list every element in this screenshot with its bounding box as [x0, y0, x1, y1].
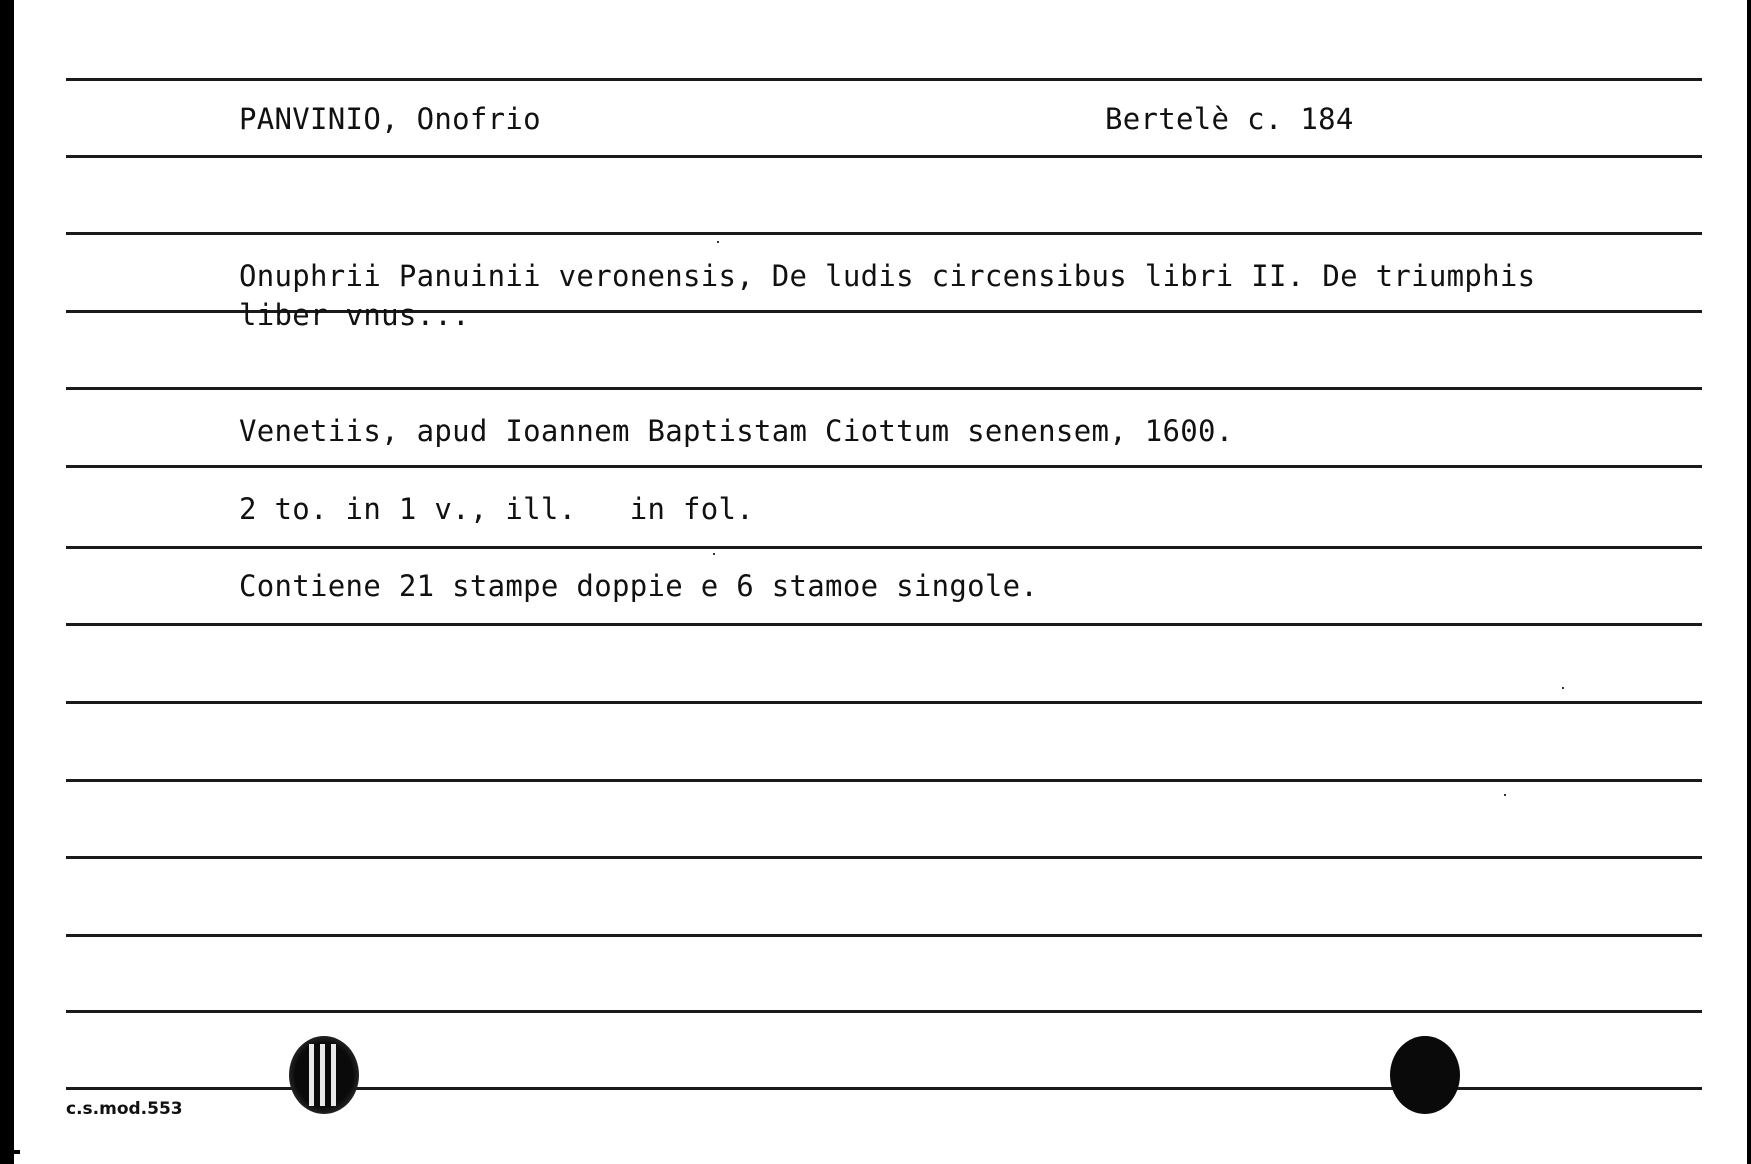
title-line-1: Onuphrii Panuinii veronensis, De ludis circensibus libri II. De triumphis [239, 259, 1536, 293]
ruled-line [66, 856, 1702, 859]
punch-hole-right [1390, 1036, 1460, 1114]
title-line-2: liber vnus... [239, 298, 470, 332]
ruled-line [66, 934, 1702, 937]
scan-speck [713, 553, 715, 555]
note: Contiene 21 stampe doppie e 6 stamoe singole. [239, 569, 1039, 603]
scan-mark [14, 1150, 20, 1154]
ruled-line [66, 779, 1702, 782]
ruled-line [66, 232, 1702, 235]
ruled-line [66, 155, 1702, 158]
ruled-line [66, 546, 1702, 549]
ruled-line [66, 465, 1702, 468]
scan-speck [1562, 687, 1564, 689]
shelfmark: Bertelè c. 184 [1105, 102, 1354, 136]
ruled-line [66, 387, 1702, 390]
scan-speck [1504, 794, 1506, 796]
scan-border-right [1747, 0, 1751, 1164]
form-code: c.s.mod.553 [66, 1099, 183, 1119]
scan-speck [717, 241, 719, 243]
punch-hole-left [289, 1036, 359, 1114]
ruled-line [66, 623, 1702, 626]
ruled-line [66, 701, 1702, 704]
author-heading: PANVINIO, Onofrio [239, 102, 541, 136]
ruled-line [66, 1010, 1702, 1013]
imprint: Venetiis, apud Ioannem Baptistam Ciottum senensem, 1600. [239, 414, 1234, 448]
ruled-line [66, 78, 1702, 81]
scan-border-left [0, 0, 14, 1164]
physical-description: 2 to. in 1 v., ill. in fol. [239, 492, 755, 526]
